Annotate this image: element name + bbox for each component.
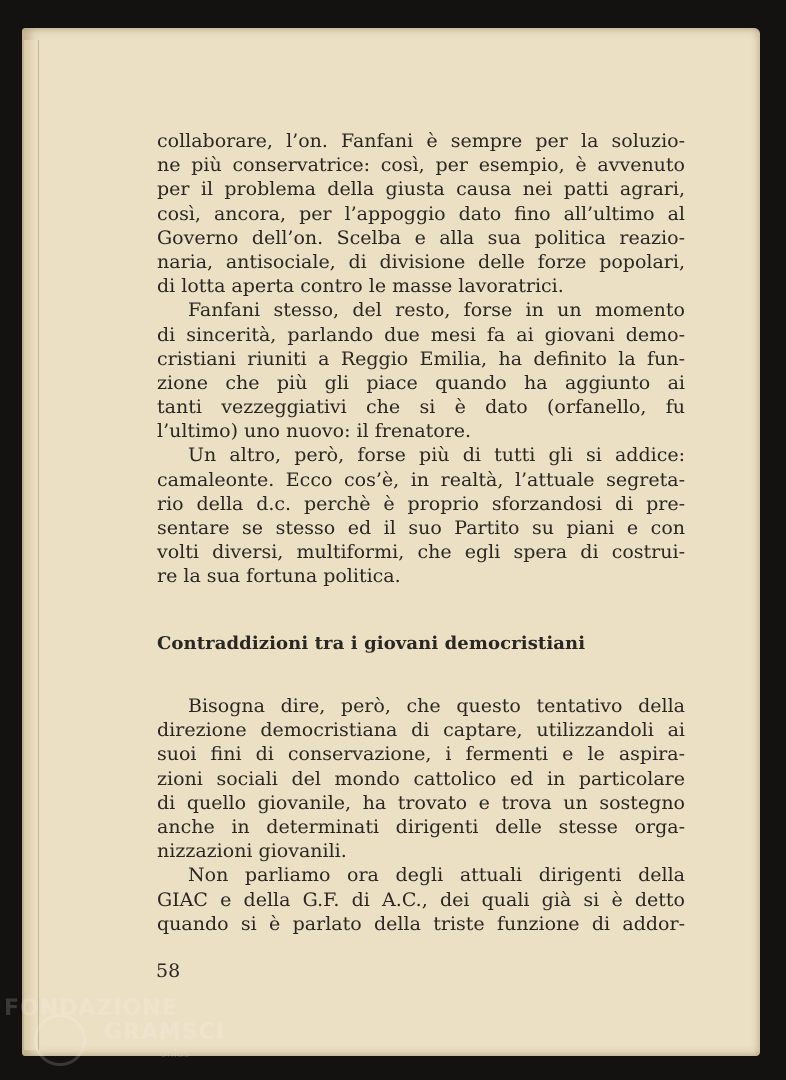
text-line: suoi fini di conservazione, i fermenti e le aspira- [157, 743, 685, 766]
text-line: sentare se stesso ed il suo Partito su piani e con [157, 517, 685, 539]
text-line: Non parliamo ora degli attuali dirigenti della [188, 864, 685, 887]
text-line: cristiani riuniti a Reggio Emilia, ha definito la fun- [157, 347, 685, 370]
body-text-top [157, 129, 685, 589]
watermark-ring-icon [34, 1014, 86, 1066]
body-text-bottom [157, 694, 685, 936]
text-line: volti diversi, multiformi, che egli spera di costrui- [157, 541, 685, 564]
text-line: così, ancora, per l’appoggio dato fino all’ultimo al [157, 202, 685, 225]
text-line: l’ultimo) uno nuovo: il frenatore. [157, 420, 472, 443]
page-binding-edge [24, 40, 39, 1050]
text-line: zioni sociali del mondo cattolico ed in particolare [157, 767, 685, 790]
text-line: quando si è parlato della triste funzione di addor- [157, 912, 685, 935]
watermark-text: GRAMSCI [104, 1020, 226, 1045]
text-line: di quello giovanile, ha trovato e trova un sostegno [157, 791, 685, 814]
text-line: GIAC e della G.F. di A.C., dei quali già si è detto [157, 888, 685, 911]
watermark-text: onlus [160, 1047, 190, 1060]
text-line: Fanfani stesso, del resto, forse in un momento [188, 299, 685, 322]
text-line: naria, antisociale, di divisione delle forze popolari, [157, 250, 685, 273]
text-line: zione che più gli piace quando ha aggiunto ai [157, 371, 685, 394]
section-heading: Contraddizioni tra i giovani democristiani [157, 633, 586, 654]
text-line: direzione democristiana di captare, utilizzandoli ai [157, 719, 685, 742]
text-line: nizzazioni giovanili. [157, 840, 347, 863]
page-number: 58 [156, 960, 181, 982]
text-line: collaborare, l’on. Fanfani è sempre per la soluzio- [157, 130, 685, 152]
text-line: per il problema della giusta causa nei patti agrari, [157, 178, 685, 201]
text-line: camaleonte. Ecco cos’è, in realtà, l’attuale segreta- [157, 468, 685, 491]
text-line: di sincerità, parlando due mesi fa ai giovani demo- [157, 323, 685, 346]
text-line: Un altro, però, forse più di tutti gli si addice: [188, 444, 685, 467]
text-line: di lotta aperta contro le masse lavoratrici. [157, 275, 564, 298]
text-line: ne più conservatrice: così, per esempio, è avvenuto [157, 154, 685, 177]
text-line: Governo dell’on. Scelba e alla sua politica reazio- [157, 226, 685, 249]
watermark-text: FONDAZIONE [4, 996, 178, 1021]
text-line: tanti vezzeggiativi che si è dato (orfanello, fu [157, 396, 685, 419]
watermark-logo [4, 992, 226, 1062]
text-line: Bisogna dire, però, che questo tentativo della [188, 695, 685, 717]
text-line: anche in determinati dirigenti delle stesse orga- [157, 815, 685, 838]
text-line: re la sua fortuna politica. [157, 565, 401, 588]
text-line: rio della d.c. perchè è proprio sforzandosi di pre- [157, 492, 685, 515]
